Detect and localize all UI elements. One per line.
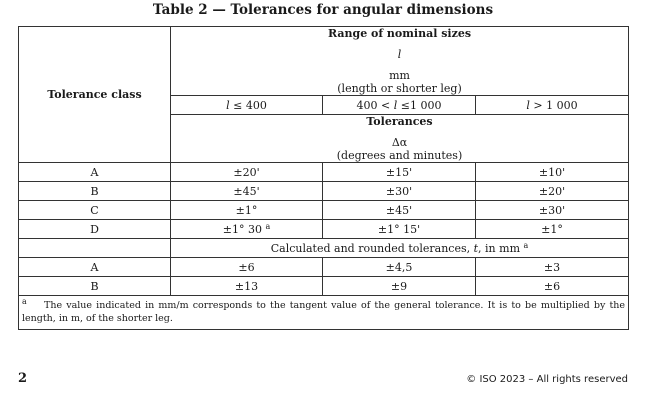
calc-header-suffix: , in mm xyxy=(478,241,524,255)
page-number: 2 xyxy=(18,371,28,386)
table-row xyxy=(19,201,629,220)
footnote-text: The value indicated in mm/m corresponds to the tangent value of the general tolerance. It is to be multiplied by the length, in m, of the shorter leg. xyxy=(22,300,626,324)
calc-header-symbol: t xyxy=(473,241,479,255)
footnote-ref: a xyxy=(265,221,271,231)
value-cell: ±9 xyxy=(323,277,476,296)
table-row xyxy=(19,182,629,201)
value-cell: ±13 xyxy=(171,277,323,296)
range-unit: mm xyxy=(389,69,410,82)
range-col-1 xyxy=(171,96,323,115)
calc-header-prefix: Calculated and rounded tolerances, xyxy=(270,241,474,255)
class-cell: B xyxy=(19,277,171,296)
value-cell: ±15' xyxy=(323,163,476,182)
calc-header-cell xyxy=(171,239,629,258)
value-cell: ±45' xyxy=(323,201,476,220)
range-col-3 xyxy=(476,96,629,115)
range-note: (length or shorter leg) xyxy=(337,82,462,95)
range-symbol: l xyxy=(397,48,402,61)
tolerances-table xyxy=(18,26,629,330)
copyright-notice: © ISO 2023 – All rights reserved xyxy=(466,374,628,385)
value-cell: ±20' xyxy=(476,182,629,201)
table-row xyxy=(19,258,629,277)
footnote-ref: a xyxy=(523,240,529,250)
table-row xyxy=(19,277,629,296)
table-row xyxy=(19,163,629,182)
range-3-text: > 1 000 xyxy=(529,98,578,112)
tolerances-title: Tolerances xyxy=(366,115,433,128)
range-3-symbol: l xyxy=(526,98,530,112)
value-cell: ±30' xyxy=(476,201,629,220)
value-cell: ±3 xyxy=(476,258,629,277)
table-row xyxy=(19,220,629,239)
tolerance-class-header: Tolerance class xyxy=(19,27,171,163)
range-title: Range of nominal sizes xyxy=(327,27,472,40)
value-cell: ±20' xyxy=(171,163,323,182)
class-cell: B xyxy=(19,182,171,201)
value-cell: ±6 xyxy=(171,258,323,277)
range-2-symbol: l xyxy=(393,98,398,112)
range-1-symbol: l xyxy=(226,98,230,112)
range-1-text: ≤ 400 xyxy=(229,98,267,112)
class-cell: C xyxy=(19,201,171,220)
table-title: Table 2 — Tolerances for angular dimensions xyxy=(152,2,494,18)
value-cell: ±1° xyxy=(171,201,323,220)
calc-header-row xyxy=(19,239,629,258)
value-cell: ±30' xyxy=(323,182,476,201)
range-col-2 xyxy=(323,96,476,115)
range-header-cell xyxy=(171,27,629,96)
value-cell: ±45' xyxy=(171,182,323,201)
header-row-range xyxy=(19,27,629,96)
class-cell: D xyxy=(19,220,171,239)
tolerances-symbol: Δα xyxy=(391,136,408,149)
value-cell: ±6 xyxy=(476,277,629,296)
value-cell: ±10' xyxy=(476,163,629,182)
value-text: ±1° 30 xyxy=(222,222,262,236)
footnote-row xyxy=(19,296,629,330)
tolerances-header-cell xyxy=(171,115,629,163)
value-cell xyxy=(171,220,323,239)
class-cell: A xyxy=(19,258,171,277)
empty-cell xyxy=(19,239,171,258)
class-cell: A xyxy=(19,163,171,182)
range-2-text: ≤1 000 xyxy=(397,98,442,112)
range-2-prefix: 400 < xyxy=(356,98,394,112)
footnote-cell: $^a$ The value indicated in mm/m corresponds to the tangent value of the general tolerance. It is to be multiplied by the length, in m, of the shorter leg. xyxy=(19,296,629,330)
tolerances-unit: (degrees and minutes) xyxy=(336,149,463,162)
value-cell: ±4,5 xyxy=(323,258,476,277)
value-cell: ±1° 15' xyxy=(323,220,476,239)
value-cell: ±1° xyxy=(476,220,629,239)
